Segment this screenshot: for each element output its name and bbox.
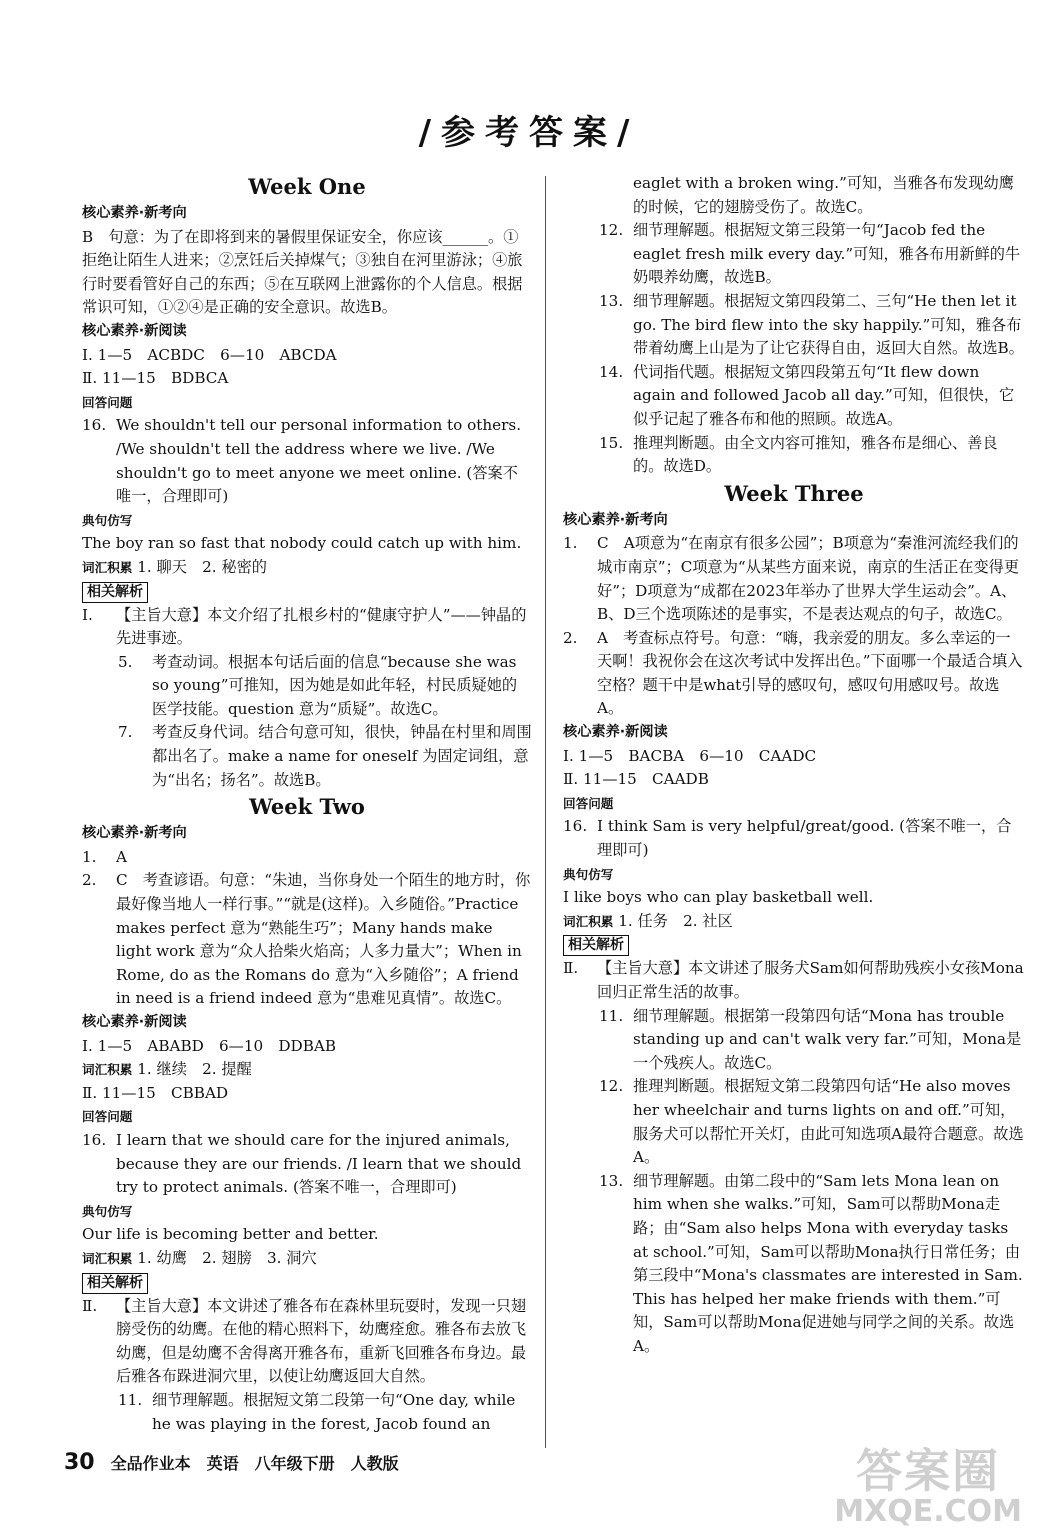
vocab-line xyxy=(563,910,1025,934)
subsection-label: 回答问题 xyxy=(82,1109,133,1125)
item-text: I learn that we should care for the injured animals, because they are our friends. /I learn that we should try to protect animals. (答案不唯一，合理即可) xyxy=(116,1130,522,1197)
subsection-label: 典句仿写 xyxy=(82,512,133,528)
page-footer xyxy=(64,1450,399,1475)
vocab-text: 1. 任务 2. 社区 xyxy=(618,911,733,930)
analysis-item xyxy=(563,1170,1025,1359)
week-three-heading: Week Three xyxy=(724,480,864,506)
answer-item xyxy=(563,627,1025,721)
analysis-item xyxy=(563,957,1025,1004)
vocab-label: 词汇积累 xyxy=(82,1062,133,1078)
week-one-heading: Week One xyxy=(248,174,366,199)
item-text: 细节理解题。由第二段中的“Sam lets Mona lean on him when she walks.”可知，Sam可以帮助Mona走路；由“Sam also helps Mona with everyday tasks at school.”可知，Sam可以帮助Mona执行日常任务；由第三段中“Mona's classmates are interested in Sam. This has helped her make friends with them.”可知，Sam可以帮助Mona促进她与同学之间的关系。故选A。 xyxy=(633,1171,1023,1355)
page-number: 30 xyxy=(64,1450,95,1475)
item-number: 15. xyxy=(599,433,624,452)
column-divider xyxy=(545,176,546,1448)
vocab-text: 1. 聊天 2. 秘密的 xyxy=(137,557,267,576)
item-number: Ⅱ. xyxy=(563,959,579,978)
answer-item xyxy=(563,532,1025,626)
section-heading: 核心素养·新阅读 xyxy=(82,1014,187,1030)
section-heading: 核心素养·新考向 xyxy=(82,205,187,221)
vocab-label: 词汇积累 xyxy=(82,559,133,575)
item-text: A 考查标点符号。句意：“嗨，我亲爱的朋友。多么幸运的一天啊！我祝你会在这次考试中发挥出色。”下面哪一个最适合填入空格？题干中是what引导的感叹句，感叹句用感叹号。故选A。 xyxy=(597,628,1023,718)
answer-item xyxy=(82,1129,532,1200)
item-text: 考查反身代词。结合句意可知，很快，钟晶在村里和周围都出名了。make a name for oneself 为固定词组，意为“出名；扬名”。故选B。 xyxy=(152,723,532,789)
item-number: 12. xyxy=(599,221,624,240)
answer-item xyxy=(82,414,532,508)
item-number: 2. xyxy=(563,628,578,647)
answer-line: Ⅱ. 11—15 CBBAD xyxy=(82,1083,229,1102)
watermark-url: MXQE.COM xyxy=(834,1494,1022,1529)
left-column xyxy=(82,172,532,1436)
page-title: /参考答案/ xyxy=(418,113,640,153)
item-text: 细节理解题。根据第一段第四句话“Mona has trouble standing up and can't walk very far.”可知，Mona是一个残疾人。故选C。 xyxy=(633,1006,1022,1072)
item-number: Ⅱ. xyxy=(82,1296,98,1315)
analysis-item xyxy=(563,432,1025,479)
analysis-item xyxy=(563,219,1025,290)
analysis-item xyxy=(82,651,532,722)
vocab-line xyxy=(82,1058,532,1082)
section-heading: 核心素养·新考向 xyxy=(82,825,187,842)
section-heading: 核心素养·新考向 xyxy=(563,511,668,528)
item-text: 代词指代题。根据短文第四段第五句“It flew down again and followed Jacob all day.”可知，但很快，它似乎记起了雅各布和他的照顾。故选A。 xyxy=(633,362,1015,428)
item-text: 细节理解题。根据短文第二段第一句“One day, while he was playing in the forest, Jacob found an xyxy=(152,1390,516,1433)
subsection-label: 回答问题 xyxy=(82,394,133,410)
analysis-item xyxy=(82,1389,532,1436)
item-text: 推理判断题。由全文内容可推知，雅各布是细心、善良的。故选D。 xyxy=(633,433,998,476)
edition-label: 人教版 xyxy=(350,1454,399,1473)
subsection-label: 典句仿写 xyxy=(563,866,614,882)
item-text: eaglet with a broken wing.”可知，当雅各布发现幼鹰的时候，它的翅膀受伤了。故选C。 xyxy=(633,174,1014,216)
answer-item xyxy=(82,869,532,1011)
sentence-answer: The boy ran so fast that nobody could catch up with him. xyxy=(82,534,522,553)
subject-label: 英语 xyxy=(206,1454,239,1473)
watermark-logo xyxy=(834,1446,1022,1528)
item-text: 【主旨大意】本文介绍了扎根乡村的“健康守护人”——钟晶的先进事迹。 xyxy=(116,605,527,648)
analysis-item xyxy=(82,721,532,792)
vocab-label: 词汇积累 xyxy=(82,1250,133,1266)
vocab-text: 1. 幼鹰 2. 翅膀 3. 洞穴 xyxy=(137,1248,317,1267)
analysis-item xyxy=(82,604,532,651)
item-number: Ⅰ. xyxy=(82,605,93,624)
item-text: 细节理解题。根据短文第四段第二、三句“He then let it go. The bird flew into the sky happily.”可知，雅各布带着幼鹰上山是为了让它获得自由，返回大自然。故选B。 xyxy=(633,291,1024,358)
analysis-tag: 相关解析 xyxy=(82,1273,148,1294)
item-text: 推理判断题。根据短文第二段第四句话“He also moves her wheelchair and turns lights on and off.”可知，服务犬可以帮忙开关灯，由此可知选项A最符合题意。故选A。 xyxy=(633,1077,1024,1167)
answer-item xyxy=(563,815,1025,862)
book-title: 全品作业本 xyxy=(110,1454,191,1473)
vocab-text: 1. 继续 2. 提醒 xyxy=(137,1060,252,1079)
item-number: 16. xyxy=(82,416,107,435)
grade-label: 八年级下册 xyxy=(254,1454,335,1473)
analysis-tag: 相关解析 xyxy=(82,582,148,603)
item-number: 12. xyxy=(599,1077,624,1096)
vocab-line xyxy=(82,1247,532,1271)
answer-line: Ⅱ. 11—15 CAADB xyxy=(563,770,709,789)
item-number: 16. xyxy=(563,817,588,836)
sentence-answer: I like boys who can play basketball well. xyxy=(563,888,874,907)
item-number: 13. xyxy=(599,1171,624,1190)
subsection-label: 典句仿写 xyxy=(82,1203,133,1219)
item-number: 13. xyxy=(599,291,624,310)
item-text: 【主旨大意】本文讲述了雅各布在森林里玩耍时，发现一只翅膀受伤的幼鹰。在他的精心照料下，幼鹰痊愈。雅各布去放飞幼鹰，但是幼鹰不舍得离开雅各布，重新飞回雅各布身边。最后雅各布跺进洞穴里，以使让幼鹰返回大自然。 xyxy=(116,1296,527,1386)
analysis-tag: 相关解析 xyxy=(563,935,629,956)
vocab-line xyxy=(82,556,532,580)
sentence-answer: Our life is becoming better and better. xyxy=(82,1225,379,1244)
item-number: 1. xyxy=(82,847,97,866)
answer-paragraph: B 句意：为了在即将到来的暑假里保证安全，你应该______。①拒绝让陌生人进来；②烹饪后关掉煤气；③独自在河里游泳；④旅行时要看管好自己的东西；⑤在互联网上泄露你的个人信息。根据常识可知，①②④是正确的安全意识。故选B。 xyxy=(82,227,523,317)
item-number: 2. xyxy=(82,871,97,890)
right-column xyxy=(563,172,1025,1359)
section-heading: 核心素养·新阅读 xyxy=(563,724,668,741)
answer-line: Ⅱ. 11—15 BDBCA xyxy=(82,369,229,388)
week-two-heading: Week Two xyxy=(249,794,365,820)
answer-line: Ⅰ. 1—5 ACBDC 6—10 ABCDA xyxy=(82,345,337,364)
analysis-item xyxy=(563,361,1025,432)
item-number: 11. xyxy=(118,1390,143,1409)
item-text: 考查动词。根据本句话后面的信息“because she was so young”可推知，因为她是如此年轻，村民质疑她的医学技能。question 意为“质疑”。故选C。 xyxy=(152,652,518,718)
analysis-item-continued xyxy=(563,172,1025,219)
section-heading: 核心素养·新阅读 xyxy=(82,322,187,339)
answer-item xyxy=(82,846,532,870)
item-number: 1. xyxy=(563,534,578,553)
item-number: 7. xyxy=(118,723,133,742)
item-text: A xyxy=(116,847,127,866)
item-text: We shouldn't tell our personal information to others. /We shouldn't tell the address where we live. /We shouldn't go to meet anyone we meet online. (答案不唯一，合理即可) xyxy=(116,416,522,506)
analysis-item xyxy=(82,1295,532,1389)
item-text: 细节理解题。根据短文第三段第一句“Jacob fed the eaglet fresh milk every day.”可知，雅各布用新鲜的牛奶喂养幼鹰，故选B。 xyxy=(633,221,1021,287)
item-number: 11. xyxy=(599,1006,624,1025)
watermark-text: 答案圈 xyxy=(856,1444,1001,1498)
item-number: 5. xyxy=(118,652,133,671)
answer-line: Ⅰ. 1—5 BACBA 6—10 CAADC xyxy=(563,746,817,765)
vocab-label: 词汇积累 xyxy=(563,913,614,929)
item-number: 14. xyxy=(599,362,624,381)
analysis-item xyxy=(563,1005,1025,1076)
item-text: C 考查谚语。句意：“朱迪，当你身处一个陌生的地方时，你最好像当地人一样行事。”“就是(这样)。入乡随俗。”Practice makes perfect 意为“熟能生巧”；Many hands make light work 意为“众人拾柴火焰高；人多力量大”；When in Rome, do as the Romans do 意为“入乡随俗”；A friend in need is a friend indeed 意为“患难见真情”。故选C。 xyxy=(116,871,531,1008)
analysis-item xyxy=(563,290,1025,361)
analysis-item xyxy=(563,1075,1025,1169)
item-number: 16. xyxy=(82,1130,107,1149)
answer-line: Ⅰ. 1—5 ABABD 6—10 DDBAB xyxy=(82,1036,336,1055)
item-text: C A项意为“在南京有很多公园”；B项意为“秦淮河流经我们的城市南京”；C项意为“从某些方面来说，南京的生活正在变得更好”；D项意为“成都在2023年举办了世界大学生运动会”。A、B、D三个选项陈述的是事实，不是表达观点的句子，故选C。 xyxy=(597,534,1020,624)
item-text: I think Sam is very helpful/great/good. (答案不唯一，合理即可) xyxy=(597,817,1012,860)
item-text: 【主旨大意】本文讲述了服务犬Sam如何帮助残疾小女孩Mona回归正常生活的故事。 xyxy=(597,959,1024,1001)
subsection-label: 回答问题 xyxy=(563,795,614,811)
